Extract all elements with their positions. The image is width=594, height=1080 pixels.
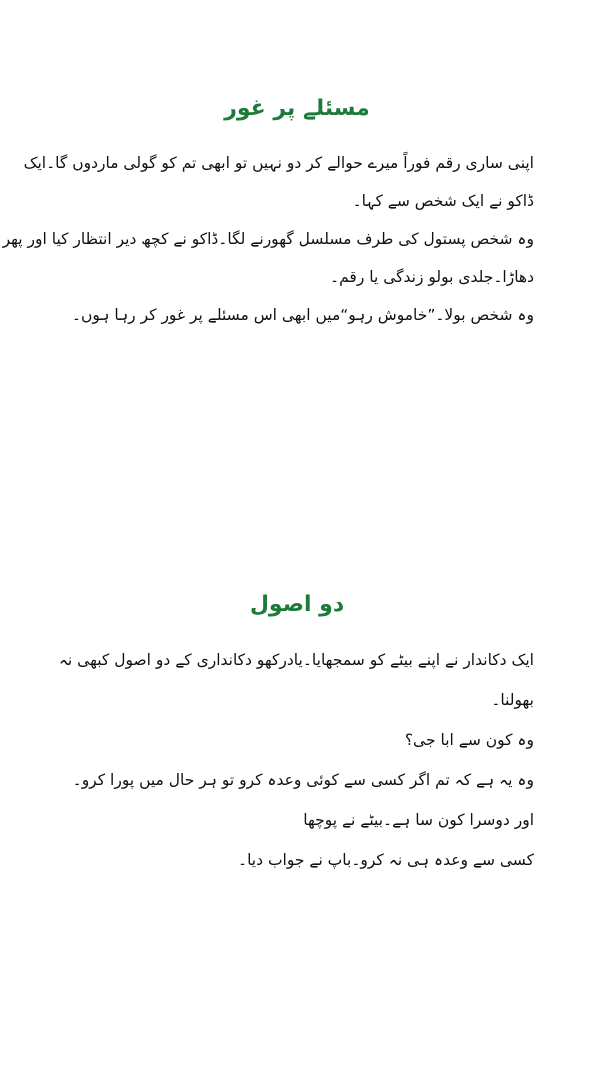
story-2-line-3: وہ کون سے ابا جی؟ bbox=[404, 731, 534, 749]
story-1-line-4: دھاڑا۔جلدی بولو زندگی یا رقم۔ bbox=[330, 268, 534, 286]
story-2-line-5: اور دوسرا کون سا ہے۔بیٹے نے پوچھا bbox=[303, 811, 534, 829]
story-1-line-5: وہ شخص بولا۔”خاموش رہو“میں ابھی اس مسئلے پر غور کر رہا ہوں۔ bbox=[71, 306, 534, 324]
story-title-2: دو اصول bbox=[249, 592, 345, 617]
story-section-1 bbox=[2, 92, 534, 334]
story-1-line-3: وہ شخص پستول کی طرف مسلسل گھورنے لگا۔ڈاکو نے کچھ دیر انتظار کیا اور پھر bbox=[2, 230, 534, 248]
story-2-line-2: بھولنا۔ bbox=[491, 691, 534, 709]
story-2-line-6: کسی سے وعدہ ہی نہ کرو۔باپ نے جواب دیا۔ bbox=[238, 851, 534, 869]
story-1-line-1: اپنی ساری رقم فوراً میرے حوالے کر دو نہیں تو ابھی تم کو گولی ماردوں گا۔ایک bbox=[23, 154, 534, 172]
story-2-line-1: ایک دکاندار نے اپنے بیٹے کو سمجھایا۔یادرکھو دکانداری کے دو اصول کبھی نہ bbox=[58, 651, 534, 669]
story-2-line-4: وہ یہ ہے کہ تم اگر کسی سے کوئی وعدہ کرو تو ہر حال میں پورا کرو۔ bbox=[72, 771, 534, 789]
story-section-2 bbox=[60, 588, 534, 880]
story-1-line-2: ڈاکو نے ایک شخص سے کہا۔ bbox=[352, 192, 534, 210]
story-title-1: مسئلے پر غور bbox=[224, 96, 370, 121]
